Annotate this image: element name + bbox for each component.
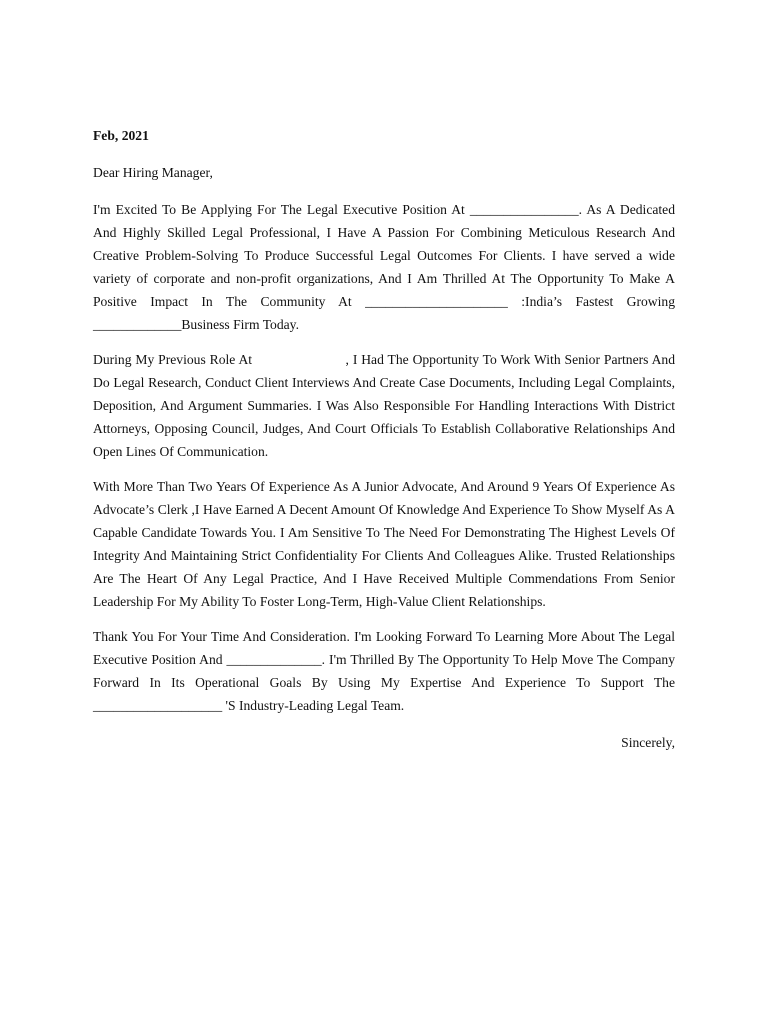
- closing-signoff: Sincerely,: [621, 735, 675, 750]
- letter-date: Feb, 2021: [93, 128, 149, 143]
- salutation: Dear Hiring Manager,: [93, 165, 213, 180]
- paragraph-experience: With More Than Two Years Of Experience As A Junior Advocate, And Around 9 Years Of Experience As Advocate’s Clerk ,I Have Earned A Decent Amount Of Knowledge And Experience To Show Myself As A Capable Candidate Towards You. I Am Sensitive To The Need For Demonstrating The Highest Levels Of Integrity And Maintaining Strict Confidentiality For Clients And Colleagues Alike. Trusted Relationships Are The Heart Of Any Legal Practice, And I Have Received Multiple Commendations From Senior Leadership For My Ability To Foster Long-Term, High-Value Client Relationships.: [93, 479, 675, 609]
- cover-letter: [93, 124, 679, 754]
- paragraph-introduction: I'm Excited To Be Applying For The Legal Executive Position At ________________. As A Dedicated And Highly Skilled Legal Professional, I Have A Passion For Combining Meticulous Research And Creative Problem-Solving To Produce Successful Legal Outcomes For Clients. I have served a wide variety of corporate and non-profit organizations, And I Am Thrilled At The Opportunity To Make A Positive Impact In The Community At _____________________ :India’s Fastest Growing _____________Business Firm Today.: [93, 202, 679, 332]
- paragraph-closing-thanks: Thank You For Your Time And Consideration. I'm Looking Forward To Learning More About The Legal Executive Position And ______________. I'm Thrilled By The Opportunity To Help Move The Company Forward In Its Operational Goals By Using My Expertise And Experience To Support The ___________________ 'S Industry-Leading Legal Team.: [93, 629, 675, 713]
- paragraph-previous-role: During My Previous Role At , I Had The Opportunity To Work With Senior Partners And Do Legal Research, Conduct Client Interviews And Create Case Documents, Including Legal Complaints, Deposition, And Argument Summaries. I Was Also Responsible For Handling Interactions With District Attorneys, Opposing Council, Judges, And Court Officials To Establish Collaborative Relationships And Open Lines Of Communication.: [93, 352, 679, 459]
